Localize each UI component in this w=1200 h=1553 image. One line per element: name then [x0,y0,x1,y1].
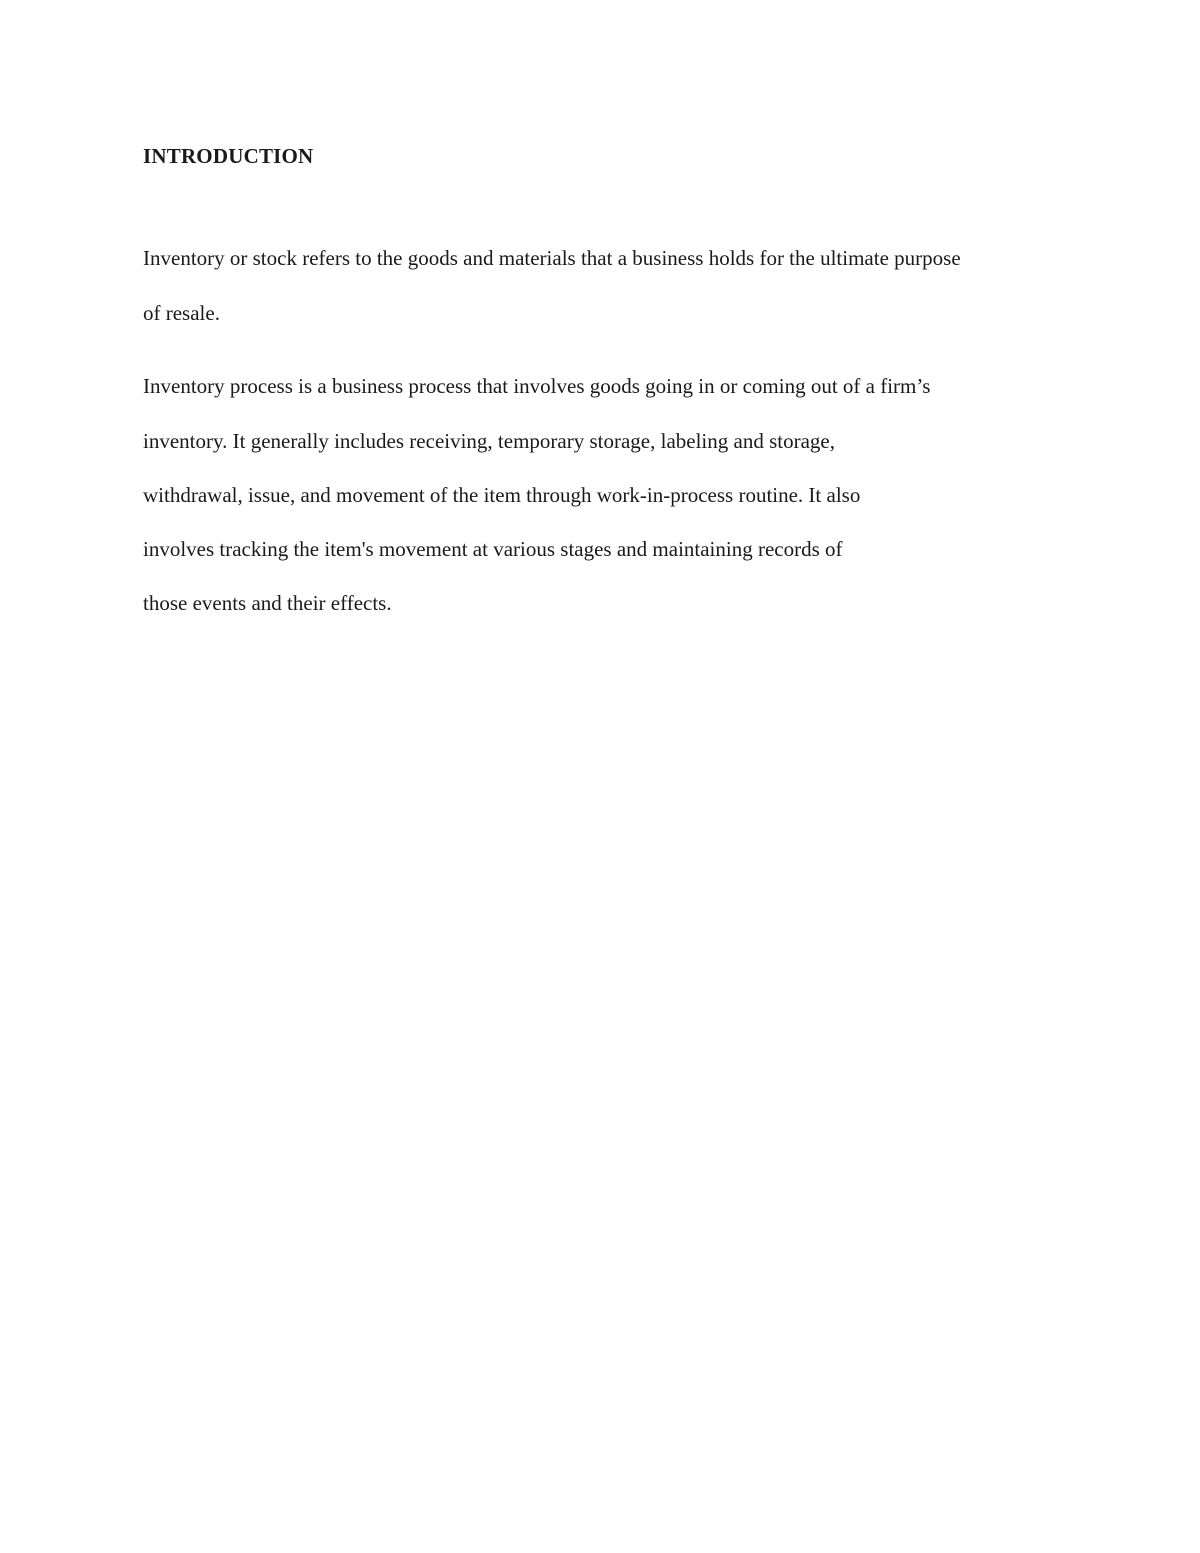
section-heading: INTRODUCTION [143,144,314,168]
paragraph-2-line: Inventory process is a business process that involves goods going in or coming out of a firm’s [143,374,931,398]
paragraph-2-line: those events and their effects. [143,591,392,615]
paragraph-1-line: of resale. [143,301,220,325]
paragraph-2-line: inventory. It generally includes receiving, temporary storage, labeling and storage, [143,429,835,453]
paragraph-1-line: Inventory or stock refers to the goods and materials that a business holds for the ultimate purpose [143,246,961,270]
paragraph-2-line: involves tracking the item's movement at various stages and maintaining records of [143,537,843,561]
paragraph-2-line: withdrawal, issue, and movement of the item through work-in-process routine. It also [143,483,861,507]
